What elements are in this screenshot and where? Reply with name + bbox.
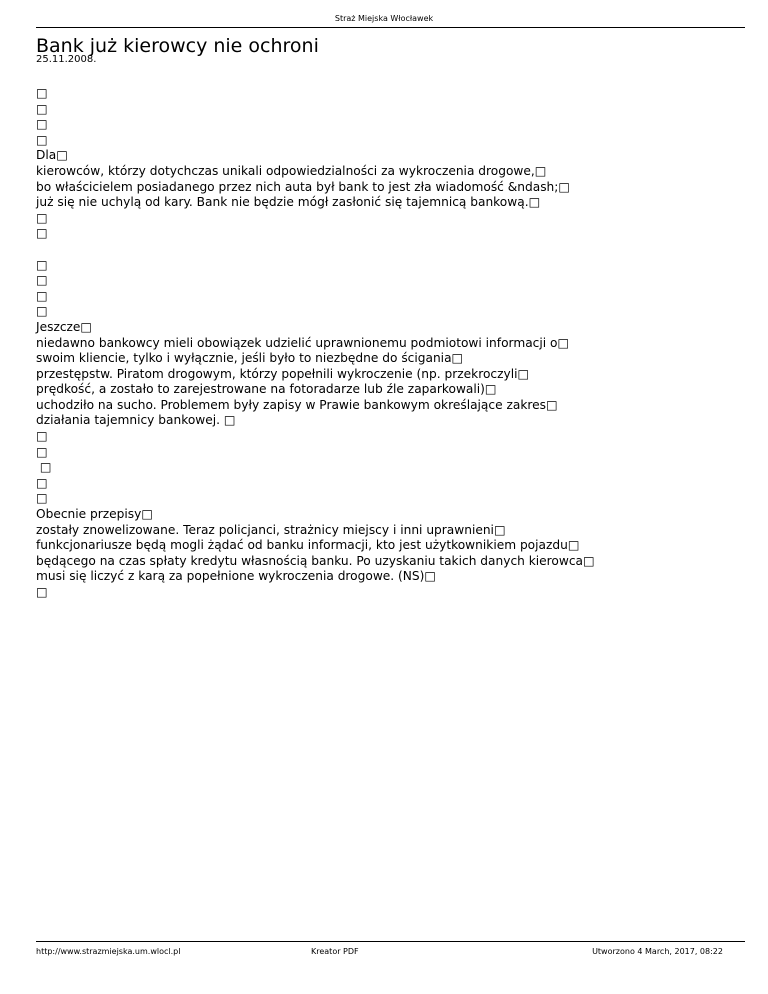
body-line: niedawno bankowcy mieli obowiązek udzielić uprawnionemu podmiotowi informacji o□ bbox=[36, 335, 569, 350]
body-line: □ bbox=[36, 86, 48, 100]
body-line: zostały znowelizowane. Teraz policjanci, strażnicy miejscy i inni uprawnieni□ bbox=[36, 522, 506, 537]
body-line: Jeszcze□ bbox=[36, 319, 92, 334]
body-line: kierowców, którzy dotychczas unikali odpowiedzialności za wykroczenia drogowe,□ bbox=[36, 163, 547, 178]
body-line: □ bbox=[36, 132, 48, 147]
body-line: bo właścicielem posiadanego przez nich auta był bank to jest zła wiadomość &ndash;□ bbox=[36, 179, 570, 194]
page-header bbox=[0, 0, 768, 35]
body-line: działania tajemnicy bankowej. □ bbox=[36, 413, 236, 428]
body-line: funkcjonariusze będą mogli żądać od banku informacji, kto jest użytkownikiem pojazdu□ bbox=[36, 538, 580, 553]
header-divider bbox=[36, 27, 745, 28]
body-line: □ bbox=[36, 585, 48, 599]
body-line: □ bbox=[36, 226, 48, 241]
body-line: swoim kliencie, tylko i wyłącznie, jeśli było to niezbędne do ścigania□ bbox=[36, 351, 464, 366]
body-line: prędkość, a zostało to zarejestrowane na fotoradarze lub źle zaparkowali)□ bbox=[36, 382, 497, 397]
body-line: □ bbox=[36, 101, 48, 116]
body-line: już się nie uchylą od kary. Bank nie będzie mógł zasłonić się tajemnicą bankową.□ bbox=[36, 195, 541, 210]
body-line: □ bbox=[36, 288, 48, 303]
footer-url: http://www.strazmiejska.um.wlocl.pl bbox=[36, 947, 181, 956]
body-line: □ bbox=[36, 491, 48, 506]
body-line bbox=[36, 242, 745, 258]
footer-created-date: Utworzono 4 March, 2017, 08:22 bbox=[592, 947, 723, 956]
body-line: □ bbox=[36, 210, 48, 225]
body-line: □ bbox=[36, 257, 48, 272]
body-line: □ bbox=[36, 444, 48, 459]
body-line: □ bbox=[36, 429, 48, 444]
body-line: musi się liczyć z karą za popełnione wykroczenia drogowe. (NS)□ bbox=[36, 569, 436, 584]
footer-creator: Kreator PDF bbox=[311, 947, 359, 956]
body-line: uchodziło na sucho. Problemem były zapisy w Prawie bankowym określające zakres□ bbox=[36, 397, 558, 412]
body-line: □ bbox=[36, 273, 48, 288]
site-name: Straż Miejska Włocławek bbox=[334, 14, 434, 23]
article-body bbox=[36, 86, 745, 601]
body-line: Dla□ bbox=[36, 148, 68, 163]
body-line: będącego na czas spłaty kredytu własnością banku. Po uzyskaniu takich danych kierowca□ bbox=[36, 553, 595, 568]
article-title: Bank już kierowcy nie ochroni bbox=[36, 35, 319, 57]
body-line: Obecnie przepisy□ bbox=[36, 507, 153, 522]
body-line: □ bbox=[36, 117, 48, 132]
page-footer bbox=[36, 941, 745, 956]
article-date: 25.11.2008. bbox=[36, 54, 97, 65]
body-line: □ bbox=[36, 475, 48, 490]
body-line: □ bbox=[36, 460, 52, 475]
body-line: przestępstw. Piratom drogowym, którzy popełnili wykroczenie (np. przekroczyli□ bbox=[36, 366, 529, 381]
body-line: □ bbox=[36, 304, 48, 319]
